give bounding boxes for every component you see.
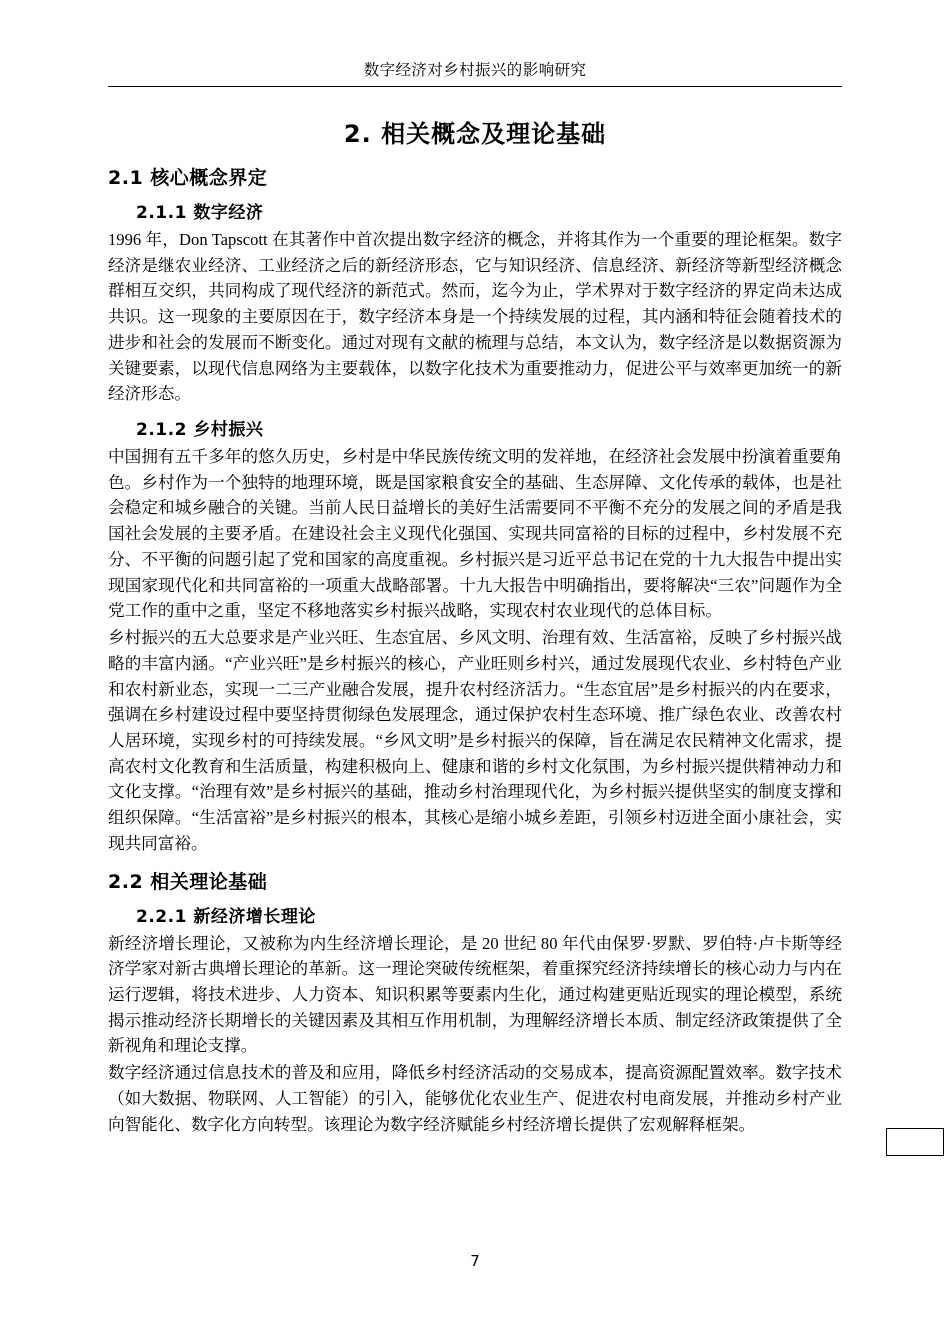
running-header: 数字经济对乡村振兴的影响研究	[363, 61, 587, 79]
subsection-heading-2-1-2: 2.1.2 乡村振兴	[136, 420, 264, 441]
paragraph-2-1-1-a: 1996 年，Don Tapscott 在其著作中首次提出数字经济的概念，并将其作为一个重要的理论框架。数字经济是继农业经济、工业经济之后的新经济形态，它与知识经济、信息经济、新经济等新型经济概念群相互交织，共同构成了现代经济的新范式。然而，迄今为止，学术界对于数字经济的界定尚未达成共识。这一现象的主要原因在于，数字经济本身是一个持续发展的过程，其内涵和特征会随着技术的进步和社会的发展而不断变化。通过对现有文献的梳理与总结，本文认为，数字经济是以数据资源为关键要素，以现代信息网络为主要载体，以数字化技术为重要推动力，促进公平与效率更加统一的新经济形态。	[108, 230, 842, 404]
paragraph-2-2-1-a: 新经济增长理论，又被称为内生经济增长理论，是 20 世纪 80 年代由保罗·罗默、罗伯特·卢卡斯等经济学家对新古典增长理论的革新。这一理论突破传统框架，着重探究经济持续增长的核心动力与内在运行逻辑，将技术进步、人力资本、知识积累等要素内生化，通过构建更贴近现实的理论模型，系统揭示推动经济长期增长的关键因素及其相互作用机制，为理解经济增长本质、制定经济政策提供了全新视角和理论支撑。	[108, 933, 842, 1056]
section-heading-2-2: 2.2 相关理论基础	[108, 870, 268, 893]
paragraph-2-1-2-a: 中国拥有五千多年的悠久历史，乡村是中华民族传统文明的发祥地，在经济社会发展中扮演着重要角色。乡村作为一个独特的地理环境，既是国家粮食安全的基础、生态屏障、文化传承的载体，也是社会稳定和城乡融合的关键。当前人民日益增长的美好生活需要同不平衡不充分的发展之间的矛盾是我国社会发展的主要矛盾。在建设社会主义现代化强国、实现共同富裕的目标的过程中，乡村发展不充分、不平衡的问题引起了党和国家的高度重视。乡村振兴是习近平总书记在党的十九大报告中提出实现国家现代化和共同富裕的一项重大战略部署。十九大报告中明确指出，要将解决“三农”问题作为全党工作的重中之重，坚定不移地落实乡村振兴战略，实现农村农业现代的总体目标。	[108, 447, 842, 621]
subsection-heading-2-2-1: 2.2.1 新经济增长理论	[136, 906, 316, 927]
margin-annotation-box	[886, 1128, 944, 1156]
header-divider	[108, 86, 842, 87]
chapter-title: 2. 相关概念及理论基础	[343, 120, 607, 148]
page-number: 7	[470, 1252, 480, 1270]
paragraph-2-2-1-b: 数字经济通过信息技术的普及和应用，降低乡村经济活动的交易成本，提高资源配置效率。数字技术（如大数据、物联网、人工智能）的引入，能够优化农业生产、促进农村电商发展，并推动乡村产业向智能化、数字化方向转型。该理论为数字经济赋能乡村经济增长提供了宏观解释框架。	[108, 1063, 842, 1134]
subsection-heading-2-1-1: 2.1.1 数字经济	[136, 203, 264, 223]
page-content	[108, 100, 842, 1138]
section-heading-2-1: 2.1 核心概念界定	[108, 167, 268, 189]
paragraph-2-1-2-b: 乡村振兴的五大总要求是产业兴旺、生态宜居、乡风文明、治理有效、生活富裕，反映了乡村振兴战略的丰富内涵。“产业兴旺”是乡村振兴的核心，产业旺则乡村兴，通过发展现代农业、乡村特色产业和农村新业态，实现一二三产业融合发展，提升农村经济活力。“生态宜居”是乡村振兴的内在要求，强调在乡村建设过程中要坚持贯彻绿色发展理念，通过保护农村生态环境、推广绿色农业、改善农村人居环境，实现乡村的可持续发展。“乡风文明”是乡村振兴的保障，旨在满足农民精神文化需求，提高农村文化教育和生活质量，构建积极向上、健康和谐的乡村文化氛围，为乡村振兴提供精神动力和文化支撑。“治理有效”是乡村振兴的基础，推动乡村治理现代化，为乡村振兴提供坚实的制度支撑和组织保障。“生活富裕”是乡村振兴的根本，其核心是缩小城乡差距，引领乡村迈进全面小康社会，实现共同富裕。	[108, 628, 842, 853]
